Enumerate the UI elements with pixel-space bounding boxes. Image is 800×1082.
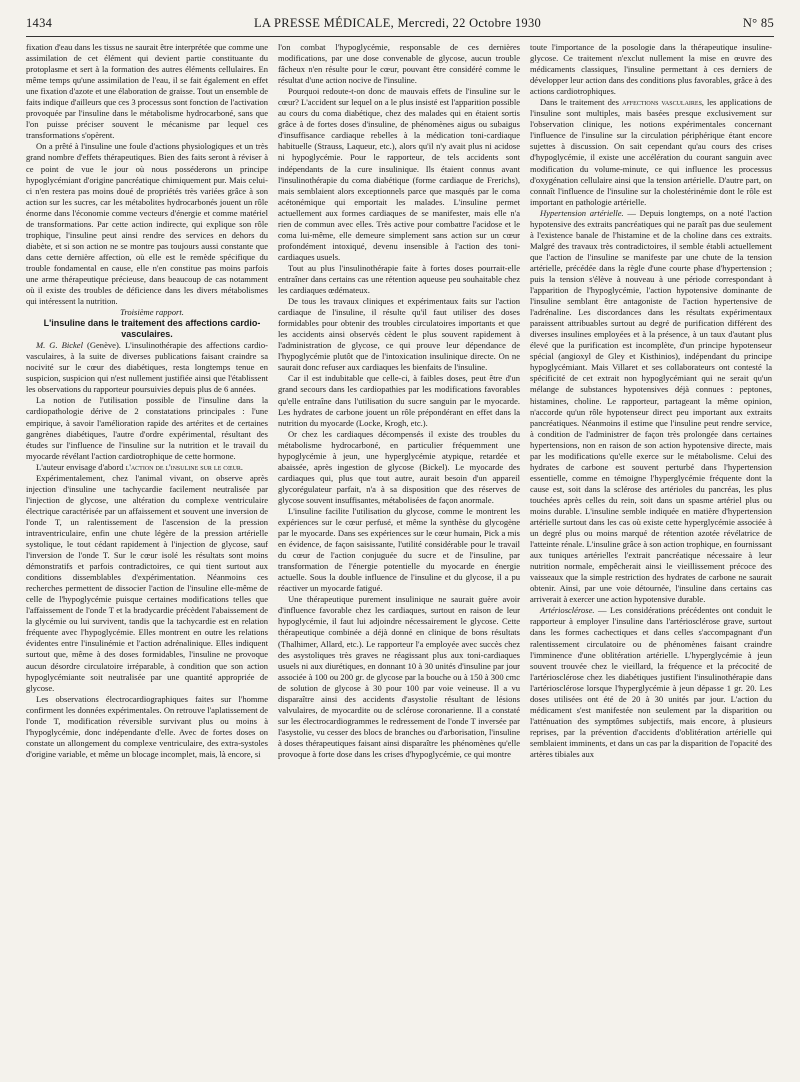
small-caps-term: l'action de l'insuline sur le cœur. bbox=[125, 462, 243, 472]
author-name: M. G. Bickel bbox=[36, 340, 83, 351]
header-rule bbox=[26, 36, 774, 37]
small-caps-term: affections vasculaires, bbox=[622, 98, 704, 108]
paragraph bbox=[530, 208, 772, 606]
issue-number: N° 85 bbox=[742, 16, 774, 30]
section-title: Troisième rapport. bbox=[120, 307, 184, 318]
paragraph-text: Dans le traitement des bbox=[540, 97, 619, 108]
paragraph-text: L'auteur envisage d'abord bbox=[36, 461, 124, 472]
paragraph-text: (Genève). L'insulinothérapie des affections cardio-vasculaires, à la suite de diverses publications faisant craindre sa nocivité sur le cœur des diabétiques, resta longtemps tenue en suspicion, suspicion qui n'est nullement justifiée ainsi que l'établissent les observations du rapporteur poursuivies depuis plus de 6 années. bbox=[26, 340, 268, 395]
paragraph: Pourquoi redoute-t-on donc de mauvais effets de l'insuline sur le cœur? L'accident sur lequel on a le plus insisté est l'apparition possible au cours du coma diabétique, chez des malades qui en étaient sortis grâce à de fortes doses d'insuline, de phénomènes aigus ou subaigus d'insuffisance cardiaque rebelles à la médication toni-cardiaque habituelle (Strauss, Laqueur, etc.), alors qu'il n'y avait plus ni acidose ni hypoglycémie. Pour le rapporteur, de tels accidents sont indépendants de la cure insulinique. Ils étaient connus avant l'insulinothérapie du coma diabétique (forme cardiaque de Frerichs), mais semblaient alors exceptionnels parce que masqués par le coma acétonémique qui emportait les malades. L'insuline permet actuellement aux formes cardiaques de se manifester, mais elle n'a rien de commun avec elles. Très active pour combattre l'acidose et le coma lui-même, elle demeure simplement sans action sur un cœur profondément intoxiqué, devenu insensible à l'action des toni-cardiaques usuels. bbox=[278, 86, 520, 262]
paragraph: Tout au plus l'insulinothérapie faite à fortes doses pourrait-elle entraîner dans certains cas une rétention aqueuse peu souhaitable chez les cardiaques œdémateux. bbox=[278, 262, 520, 296]
paragraph bbox=[530, 605, 772, 760]
paragraph: De tous les travaux cliniques et expérimentaux faits sur l'action cardiaque de l'insuline, il résulte qu'il faut utiliser des doses formidables pour obtenir des troubles circulatoires importants et que les accidents ainsi observés cèdent le plus souvent rapidement à l'administration de glycose, ce qui prouve leur dépendance de l'hypoglycémie plutôt que de l'intoxication insulinique directe. On ne saurait donc refuser aux cardiaques les bienfaits de l'insuline. bbox=[278, 296, 520, 373]
paragraph bbox=[26, 462, 268, 473]
paragraph bbox=[26, 340, 268, 395]
paragraph-text: — Les considérations précédentes ont conduit le rapporteur à employer l'insuline dans l'artériosclérose grave, surtout dans les formes cachectiques et dans celles s'accompagnant d'un ralentissement circulatoire ou de phénomènes faisant craindre l'imminence d'une oblitération artérielle. L'hyperglycémie à jeun souvent trouvée chez le vieillard, la fréquence et la précocité de l'artériosclérose chez les diabétiques justifient l'insulinothérapie dans l'artériosclérose lorsque l'hyperglycémie à jeun dépasse 1 gr. 20. Les doses utilisées ont été de 20 à 30 unités par jour. L'action du médicament s'est manifestée non seulement par la disparition ou l'atténuation des symptômes subjectifs, mais encore, à plusieurs reprises, par la prévention d'accidents d'oblitération artérielle qui semblaient imminents, et dans un cas par la disparition de l'opacité des artères tibiales aux bbox=[530, 605, 772, 759]
paragraph-text: les applications de l'insuline sont multiples, mais basées presque exclusivement sur l'observation clinique, les notions expérimentales concernant l'influence de l'insuline sur la circulation périphérique étant encore sujettes à discussion. On sait cependant qu'au cours des crises d'hypoglycémie, il existe une accélération du courant sanguin avec modification du volume-minute, ce qui influence les processus d'oxygénation cellulaire ainsi que la tension artérielle. D'autre part, on connaît l'influence de l'insuline sur la cholestérinémie dont le rôle est important en pathologie artérielle. bbox=[530, 97, 772, 207]
page-number: 1434 bbox=[26, 16, 53, 30]
paragraph: Or chez les cardiaques décompensés il existe des troubles du métabolisme hydrocarboné, en particulier fréquemment une hypoglycémie à jeun, une hyperglycémie atypique, retardée et abaissée, après ingestion de glycose (Bickel). Le myocarde des cardiaques qui, plus que tout autre, aurait besoin d'un appareil glycorégulateur parfait, n'a à sa disposition que des réserves de glycose souvent insuffisantes, métabolisées de façon anormale. bbox=[278, 428, 520, 505]
paragraph: Les observations électrocardiographiques faites sur l'homme confirment les données expérimentales. On retrouve l'aplatissement de l'onde T, modification réversible survivant plus ou moins à l'hypoglycémie, donc indépendante d'elle. Avec de fortes doses on constate un allongement du complexe ventriculaire, des extra-systoles d'origine variable, et même un blocage incomplet, mais, là encore, si bbox=[26, 693, 268, 759]
paragraph: l'on combat l'hypoglycémie, responsable de ces dernières modifications, par une dose convenable de glycose, aucun trouble fâcheux n'en résulte pour le cœur, pouvant être considéré comme le résultat d'une action nocive de l'insuline. bbox=[278, 42, 520, 86]
article-title: L'insuline dans le traitement des affections cardio-vasculaires. bbox=[43, 318, 261, 340]
journal-title: LA PRESSE MÉDICALE, Mercredi, 22 Octobre 1930 bbox=[253, 16, 542, 30]
paragraph: On a prêté à l'insuline une foule d'actions physiologiques et un très grand nombre d'effets thérapeutiques. Bien des faits seront à réviser à ce point de vue le jour où nous posséderons un principe hypoglycémiant d'origine pancréatique chimiquement pur. Mais celui-ci n'en restera pas moins doué de propriétés très variées grâce à son action sur les sucres, car les métabolites hydrocarbonés jouent un rôle énorme dans l'économie comme vecteurs d'énergie et comme matériel de transformations. Par cette action indirecte, qui explique son rôle trophique, l'insuline peut ainsi rendre des services en dehors du diabète, et si son action ne se montre pas toujours aussi constante que dans cette dernière affection, où elle est le remède spécifique du trouble fondamental en cause, elle n'en constitue pas moins parfois une arme thérapeutique précieuse, dans beaucoup de cas notamment où il existe des troubles de déficience dans les divers métabolismes qui intéressent la nutrition. bbox=[26, 141, 268, 307]
paragraph: Une thérapeutique purement insulinique ne saurait guère avoir d'influence favorable chez les cardiaques, surtout en raison de leur hypoglycémie, il faut lui adjoindre nécessairement le glycose. Cette thérapeutique combinée a déjà donné en clinique de bons résultats (Thalhimer, Allard, etc.). Le rapporteur l'a employée avec succès chez des asystoliques très graves ne réagissant plus aux toni-cardiaques usuels ni aux diurétiques, en donnant 10 à 30 unités d'insuline par jour associée à 100 ou 200 gr. de glycose par la bouche ou à 150 à 300 cmc de solution de glycose à 30 pour 100 par voie veineuse. Il a vu disparaître ainsi des accidents d'asystolie résultant de lésions valvulaires, de myocardite ou de sclérose coronarienne. Il a constaté sur les électrocardiogrammes le redressement de l'onde T inversée par l'asystolie, vu cesser des blocs de branches ou d'arborisation, l'insuline à doses thérapeutiques faisant ainsi disparaître les phénomènes qu'elle provoque à forte dose dans les crises d'hypoglycémie, ce qui montre bbox=[278, 594, 520, 759]
paragraph: Expérimentalement, chez l'animal vivant, on observe après injection d'insuline une tachycardie facilement neutralisée par l'injection de glycose, une altération du complexe ventriculaire électrique caractérisée par un affaissement et souvent une inversion de l'onde T, un ralentissement de l'ascension de la pression intraventriculaire, enfin une chute légère de la pression artérielle systolique, le tout cédant rapidement à l'injection de glycose, sauf l'inversion de l'onde T. Sur le cœur isolé les résultats sont moins démonstratifs et parfois contradictoires, ce qui tient surtout aux conditions dissemblables d'expérimentation. Néanmoins ces recherches permettent de dissocier l'action de l'insuline elle-même de celle de l'hypoglycémie puisque certaines modifications telles que l'affaissement de l'onde T et la bradycardie précèdent l'abaissement de la glycémie ou lui survivent, tandis que la tachycardie est en relation fréquente avec l'hypoglycémie. Elles montrent en outre les relations évidentes entre l'insulinémie et l'action adrénalinique. Elles indiquent surtout que, même à des doses formidables, l'insuline ne provoque aucun désordre circulatoire irréparable, à condition que son action hypoglycémiante soit neutralisée par une quantité appropriée de glycose. bbox=[26, 472, 268, 693]
subsection-heading: Artériosclérose. bbox=[540, 605, 595, 616]
page-header bbox=[26, 16, 774, 34]
article-columns bbox=[26, 42, 774, 1074]
paragraph: Car il est indubitable que celle-ci, à faibles doses, peut être d'un grand secours dans les cardiopathies par les modifications favorables qu'elle entraîne dans l'utilisation du sucre sanguin par le myocarde. Les hydrates de carbone jouent un rôle prépondérant en effet dans la nutrition du myocarde (Locke, Krogh, etc.). bbox=[278, 373, 520, 428]
paragraph bbox=[530, 97, 772, 207]
paragraph: toute l'importance de la posologie dans la thérapeutique insuline-glycose. Ce traitement n'exclut nullement la mise en œuvre des médicaments classiques, l'insuline permettant à ces derniers de développer leur action dans des conditions plus favorables, grâce à des actions cardiotrophiques. bbox=[530, 42, 772, 97]
paragraph: fixation d'eau dans les tissus ne saurait être interprétée que comme une assimilation de cet élément qui devient partie constituante du protoplasme et sert à la formation des autres éléments cellulaires. En même temps qu'une assimilation de l'eau, il se fait également en effet une fixation d'azote et une élaboration de graisse. Tout un ensemble de faits indique d'ailleurs que ces 3 processus sont fonction de l'activation provoquée par l'insuline dans le métabolisme hydrocarboné, sans que l'on puisse préciser souvent le mécanisme par lequel ces transformations s'opèrent. bbox=[26, 42, 268, 141]
paragraph: L'insuline facilite l'utilisation du glycose, comme le montrent les expériences sur le cœur perfusé, et même la synthèse du glycogène par le myocarde. Dans ses expériences sur le cœur humain, Pick a mis en évidence, de façon saisissante, l'utilité considérable pour le travail du cœur de l'action conjuguée du sucre et de l'insuline, par transformation de l'énergie potentielle du myocarde en énergie actuelle. Sous la double influence de l'insuline et du glycose, il a pu réactiver un myocarde fatigué. bbox=[278, 505, 520, 594]
paragraph-text: — Depuis longtemps, on a noté l'action hypotensive des extraits pancréatiques qui ne paraît pas due seulement à l'existence banale de l'histamine et de la choline dans ces extraits. Malgré des travaux très contradictoires, il semble établi actuellement que l'action de l'insuline se manifeste par une chute de la tension artérielle, précédée dans la règle d'une courte phase d'hypertension ; puis la tension s'élève à nouveau à une période correspondant à l'apparition de l'hypoglycémie, l'action hypotensive dominante de l'insuline semblant être antagoniste de l'action hypertensive de l'adrénaline. Les discordances dans les résultats expérimentaux paraissent attribuables surtout au degré de purification différent des diverses insulines employées et à la présence, à un taux d'autant plus élevé que la purification est incomplète, d'un principe hypotenseur spécial (angioxyl de Gley et Kisthinios), indépendant du principe hypoglycémiant. Mais Villaret et ses collaborateurs ont contesté la spécificité de cet extrait non hypoglycémiant qui ne serait qu'un mélange de substances hypotensives déjà connues : peptones, histamines, choline. Le rapporteur, partageant la même opinion, n'accorde qu'un rôle hypotenseur direct peu important aux extraits pancréatiques. Néanmoins il estime que l'insuline peut rendre service, à condition de l'administrer de façon très prolongée dans certaines hypertensions, non en raison de son action hypotensive directe, mais par les modifications qu'elle exerce sur le métabolisme. Celui des hydrates de carbone est souvent perturbé dans l'hypertension essentielle, comme en témoigne l'hyperglycémie fréquente dont la cause est, soit dans la sclérose des artérioles du pancréas, les plus touchées après celles du rein, soit dans un spasme artériel plus ou moins durable. L'insuline semble indiquée en matière d'hypertension artérielle surtout dans les cas où existe cette hyperglycémie associée à un degré plus ou moins marqué de rétention azotée révélatrice de l'atteinte rénale. L'insuline grâce à son action trophique, en fournissant aux tuniques artérielles l'extrait pancréatique nécessaire à leur nutrition normale, empêcherait ainsi le vieillissement précoce des vaisseaux que la simple restriction des hydrates de carbone ne saurait obtenir. Ainsi, par une voie détournée, l'insuline dans certains cas arriverait à exercer une action hypotensive durable. bbox=[530, 207, 772, 605]
paragraph: La notion de l'utilisation possible de l'insuline dans la cardiopathologie dérive de 2 constatations principales : l'une empirique, à savoir l'amélioration rapide des artérites et de certaines gangrènes diabétiques, l'autre d'ordre expérimental, résultant des études sur l'influence de l'insuline sur la nutrition et le travail du myocarde révélant l'action cardiotrophique de cette hormone. bbox=[26, 395, 268, 461]
column-2 bbox=[278, 42, 520, 1074]
column-1 bbox=[26, 42, 268, 1074]
column-3 bbox=[530, 42, 772, 1074]
subsection-heading: Hypertension artérielle. bbox=[540, 207, 624, 218]
